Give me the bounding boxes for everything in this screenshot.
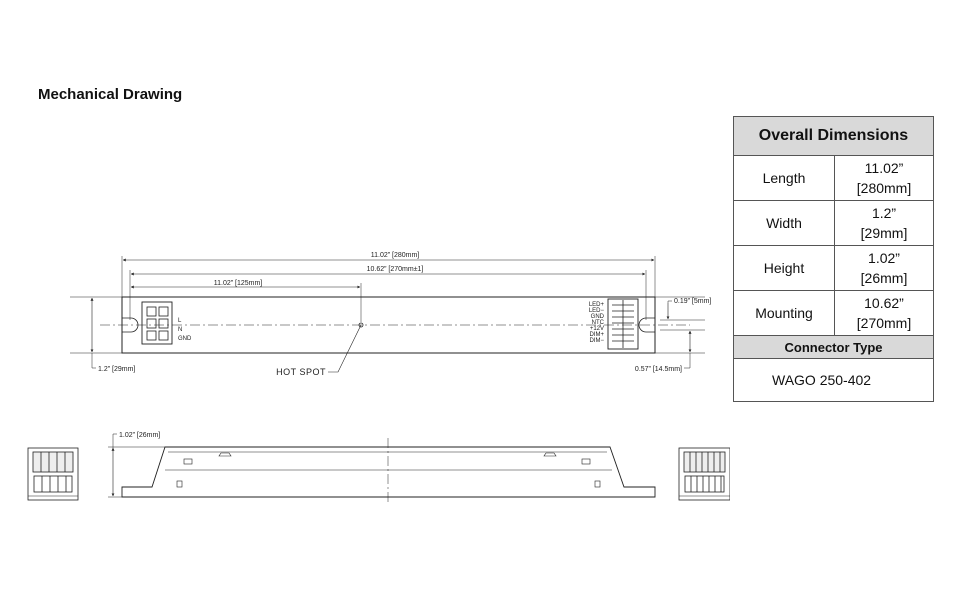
output-pin-label: LED− <box>588 308 604 314</box>
input-terminal-block <box>142 302 172 344</box>
row-label: Width <box>734 201 835 246</box>
hot-spot-label: HOT SPOT <box>276 367 326 377</box>
table-row <box>734 246 934 291</box>
left-end-view <box>28 448 78 500</box>
output-pin-label: DIM+ <box>589 332 604 338</box>
row-label: Length <box>734 156 835 201</box>
overall-length-label: 11.02” [280mm] <box>370 252 420 259</box>
hotspot-offset-label: 11.02” [125mm] <box>213 280 263 287</box>
table-row <box>734 291 934 336</box>
value-mm: [280mm] <box>856 180 912 196</box>
row-value <box>835 201 934 246</box>
output-pin-label: +12V <box>589 326 604 332</box>
mounting-length-label: 10.62” [270mm±1] <box>366 266 424 273</box>
input-pin-label: GND <box>178 336 192 342</box>
overall-dimensions-table <box>733 116 934 402</box>
output-pin-label: GND <box>590 314 604 320</box>
connector-type-header: Connector Type <box>734 336 934 359</box>
right-end-view <box>679 448 730 500</box>
value-inches: 10.62” <box>864 295 904 311</box>
hole-offset-label: 0.57” [14.5mm] <box>634 366 682 373</box>
connector-type-value: WAGO 250-402 <box>734 359 934 402</box>
output-pin-label: NTC <box>591 320 604 326</box>
height-label: 1.02” [26mm] <box>119 432 161 439</box>
row-value <box>835 246 934 291</box>
driver-body-side <box>122 447 655 497</box>
row-value <box>835 291 934 336</box>
side-view <box>108 434 655 502</box>
row-label: Height <box>734 246 835 291</box>
input-pin-label: N <box>178 327 183 333</box>
row-label: Mounting <box>734 291 835 336</box>
width-label: 1.2” [29mm] <box>98 366 136 373</box>
output-pin-label: LED+ <box>588 302 604 308</box>
value-mm: [29mm] <box>860 225 908 241</box>
table-title: Overall Dimensions <box>734 117 934 156</box>
table-row <box>734 156 934 201</box>
value-mm: [270mm] <box>856 315 912 331</box>
value-inches: 1.2” <box>871 205 897 221</box>
table-row <box>734 201 934 246</box>
output-pin-label: DIM− <box>589 338 604 344</box>
input-pin-label: L <box>178 318 182 324</box>
value-mm: [26mm] <box>860 270 908 286</box>
value-inches: 1.02” <box>868 250 900 266</box>
page-heading: Mechanical Drawing <box>38 86 183 103</box>
top-view <box>70 256 705 372</box>
terminal-offset-label: 0.19” [5mm] <box>674 298 712 305</box>
row-value <box>835 156 934 201</box>
value-inches: 11.02” <box>864 160 904 176</box>
